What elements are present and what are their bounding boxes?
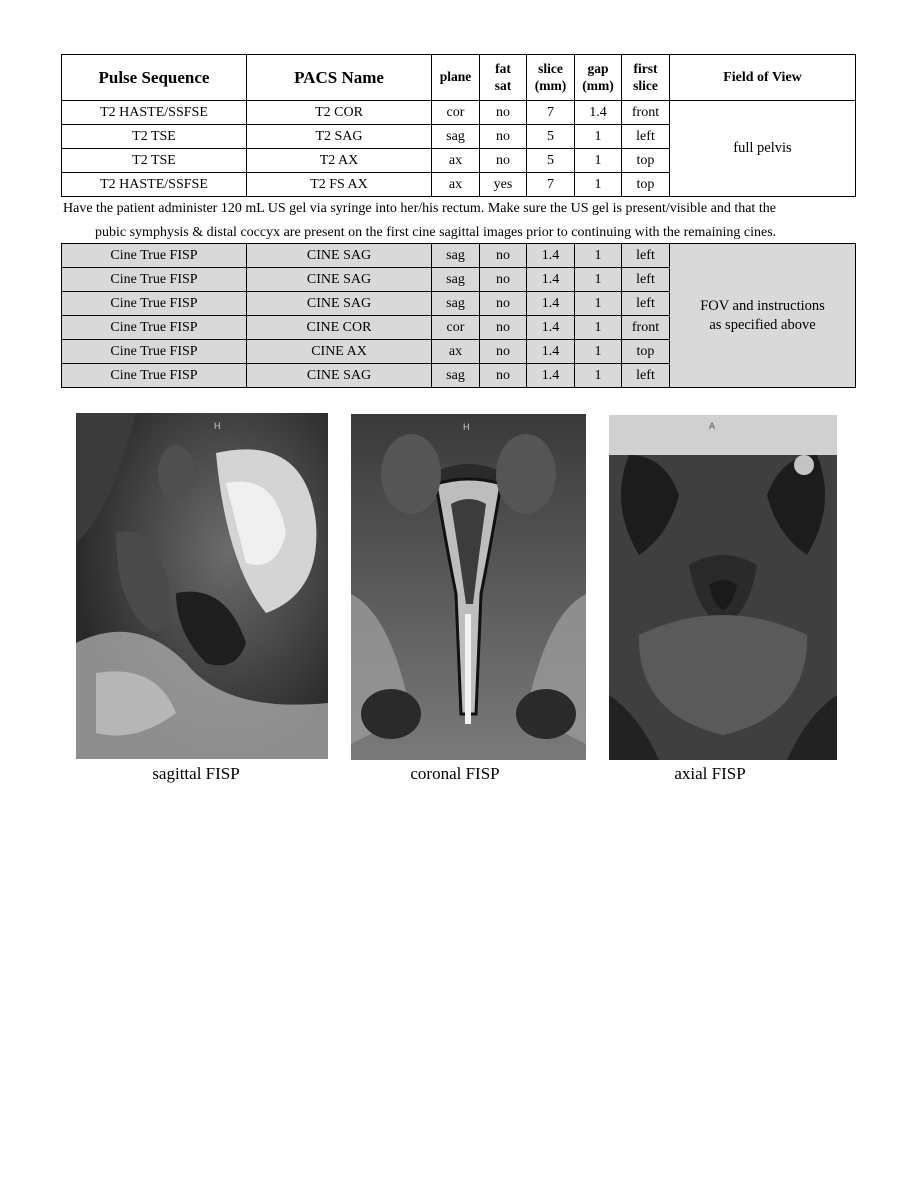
protocol-table: [61, 54, 856, 197]
cell-pulse-sequence: Cine True FISP: [62, 340, 247, 364]
cell-plane: sag: [432, 364, 480, 388]
cell-pulse-sequence: T2 HASTE/SSFSE: [62, 173, 247, 197]
cell-gap: 1: [575, 268, 622, 292]
table-header-row: [62, 55, 856, 101]
cell-plane: cor: [432, 316, 480, 340]
cell-pulse-sequence: Cine True FISP: [62, 316, 247, 340]
cell-fat-sat: yes: [480, 173, 527, 197]
axial-caption: axial FISP: [674, 764, 746, 783]
sagittal-caption: sagittal FISP: [152, 764, 240, 783]
coronal-caption: coronal FISP: [410, 764, 500, 783]
cell-pacs-name: T2 SAG: [247, 125, 432, 149]
header-fat-sat: [480, 55, 527, 101]
cine-table: [61, 243, 856, 388]
cell-slice: 7: [527, 101, 575, 125]
cell-fat-sat: no: [480, 340, 527, 364]
cell-slice: 5: [527, 149, 575, 173]
table-row: [62, 101, 856, 125]
cell-pacs-name: T2 COR: [247, 101, 432, 125]
cell-pacs-name: CINE SAG: [247, 364, 432, 388]
cell-first-slice: left: [622, 125, 670, 149]
gel-instruction: [63, 197, 863, 245]
cell-fat-sat: no: [480, 364, 527, 388]
cell-fat-sat: no: [480, 149, 527, 173]
header-plane: plane: [432, 55, 480, 101]
header-first-slice: [622, 55, 670, 101]
header-gap-line1: gap: [587, 60, 609, 76]
header-slice-line1: slice: [538, 60, 563, 76]
cell-plane: sag: [432, 244, 480, 268]
head-orientation-marker: H: [214, 421, 221, 431]
cell-first-slice: front: [622, 316, 670, 340]
instruction-line-1: Have the patient administer 120 mL US gel via syringe into her/his rectum. Make sure the US gel is present/visible and that the: [63, 201, 776, 216]
cell-first-slice: top: [622, 173, 670, 197]
cell-first-slice: top: [622, 340, 670, 364]
axial-mri-image: [609, 415, 837, 760]
cell-first-slice: top: [622, 149, 670, 173]
header-fat-sat-line1: fat: [495, 60, 511, 76]
cell-first-slice: left: [622, 244, 670, 268]
cell-slice: 1.4: [527, 244, 575, 268]
cell-gap: 1.4: [575, 101, 622, 125]
cell-pacs-name: CINE SAG: [247, 244, 432, 268]
cell-gap: 1: [575, 340, 622, 364]
cell-first-slice: left: [622, 268, 670, 292]
cell-slice: 7: [527, 173, 575, 197]
cell-fat-sat: no: [480, 268, 527, 292]
cell-plane: sag: [432, 125, 480, 149]
cell-pacs-name: T2 FS AX: [247, 173, 432, 197]
cell-fat-sat: no: [480, 316, 527, 340]
anterior-orientation-marker: A: [709, 421, 716, 431]
cell-field-of-view: [670, 244, 856, 388]
header-gap-line2: (mm): [582, 77, 614, 93]
sagittal-mri-image: [76, 413, 328, 759]
cell-slice: 1.4: [527, 316, 575, 340]
cell-gap: 1: [575, 292, 622, 316]
cell-slice: 1.4: [527, 268, 575, 292]
cell-pacs-name: CINE SAG: [247, 268, 432, 292]
fov-line-2: as specified above: [709, 316, 816, 333]
cell-plane: sag: [432, 268, 480, 292]
coronal-mri-image: [351, 414, 586, 760]
cell-first-slice: front: [622, 101, 670, 125]
cell-pulse-sequence: T2 HASTE/SSFSE: [62, 101, 247, 125]
header-slice: [527, 55, 575, 101]
header-slice-line2: (mm): [534, 77, 567, 93]
fov-line-1: FOV and instructions: [700, 298, 825, 315]
header-gap: [575, 55, 622, 101]
cell-fat-sat: no: [480, 244, 527, 268]
cell-fat-sat: no: [480, 101, 527, 125]
cell-first-slice: left: [622, 364, 670, 388]
cell-gap: 1: [575, 149, 622, 173]
cell-gap: 1: [575, 364, 622, 388]
cell-gap: 1: [575, 316, 622, 340]
cell-pacs-name: CINE AX: [247, 340, 432, 364]
cell-plane: ax: [432, 149, 480, 173]
cell-plane: sag: [432, 292, 480, 316]
head-orientation-marker: H: [463, 422, 470, 432]
cell-plane: cor: [432, 101, 480, 125]
cell-fat-sat: no: [480, 125, 527, 149]
cell-pacs-name: CINE SAG: [247, 292, 432, 316]
cell-gap: 1: [575, 173, 622, 197]
cell-first-slice: left: [622, 292, 670, 316]
header-first-slice-line2: slice: [633, 77, 658, 93]
cell-gap: 1: [575, 125, 622, 149]
cell-slice: 1.4: [527, 340, 575, 364]
header-pacs-name: PACS Name: [247, 55, 432, 101]
cell-pulse-sequence: Cine True FISP: [62, 268, 247, 292]
cell-field-of-view: full pelvis: [670, 101, 856, 197]
cell-slice: 1.4: [527, 292, 575, 316]
cell-pulse-sequence: Cine True FISP: [62, 364, 247, 388]
cell-pacs-name: T2 AX: [247, 149, 432, 173]
instruction-line-2: pubic symphysis & distal coccyx are present on the first cine sagittal images prior to continuing with the remaining cines.: [95, 225, 777, 240]
table-row: [62, 244, 856, 268]
cell-plane: ax: [432, 340, 480, 364]
cell-slice: 5: [527, 125, 575, 149]
cell-pulse-sequence: T2 TSE: [62, 149, 247, 173]
cell-pulse-sequence: T2 TSE: [62, 125, 247, 149]
cell-pacs-name: CINE COR: [247, 316, 432, 340]
cell-slice: 1.4: [527, 364, 575, 388]
cell-gap: 1: [575, 244, 622, 268]
cell-pulse-sequence: Cine True FISP: [62, 292, 247, 316]
header-first-slice-line1: first: [633, 60, 658, 76]
cell-pulse-sequence: Cine True FISP: [62, 244, 247, 268]
cell-plane: ax: [432, 173, 480, 197]
cell-fat-sat: no: [480, 292, 527, 316]
header-pulse-sequence: Pulse Sequence: [62, 55, 247, 101]
header-fat-sat-line2: sat: [494, 77, 512, 93]
header-field-of-view: Field of View: [670, 55, 856, 101]
